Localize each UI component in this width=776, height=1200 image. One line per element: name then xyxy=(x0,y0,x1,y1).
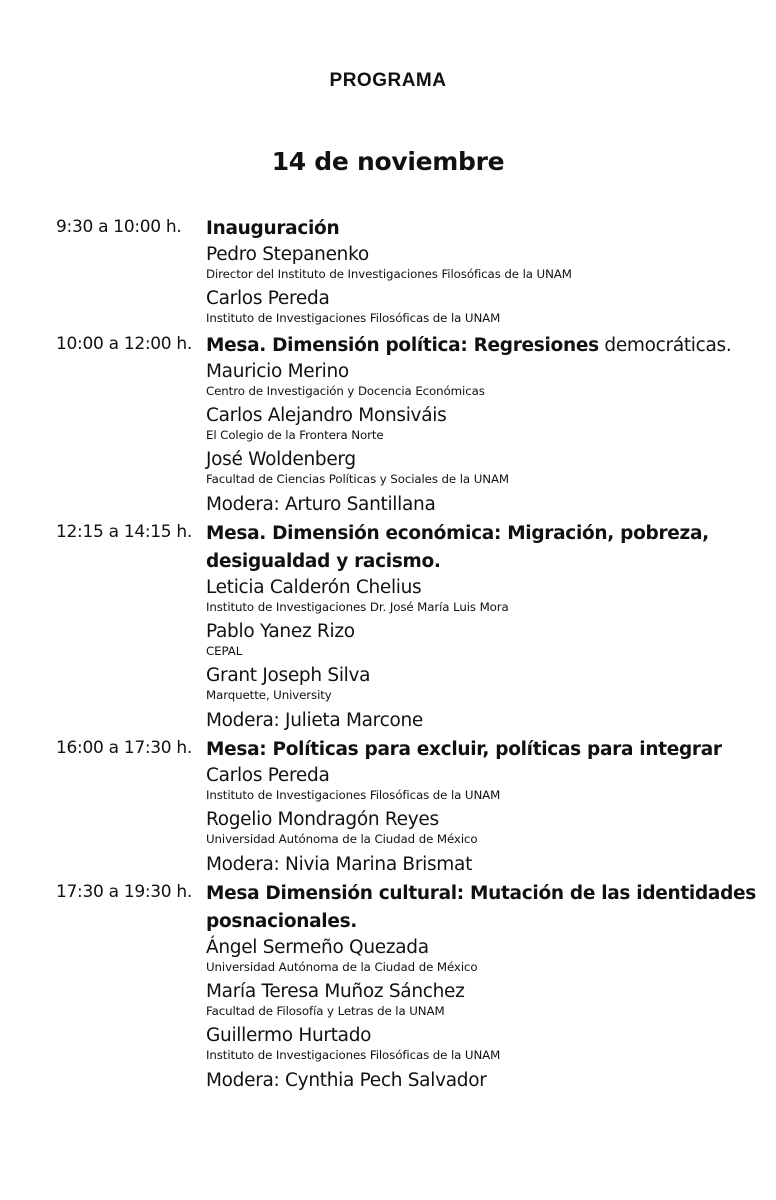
speaker xyxy=(206,577,766,615)
speaker xyxy=(206,244,766,282)
speaker xyxy=(206,449,766,487)
session-title-text: Mesa. Dimensión política: Regresiones xyxy=(206,335,599,356)
program-heading: PROGRAMA xyxy=(329,70,447,91)
session xyxy=(0,332,776,517)
program-date: 14 de noviembre xyxy=(271,147,505,176)
session-time: 9:30 a 10:00 h. xyxy=(56,217,182,237)
session-title-text: Inauguración xyxy=(206,218,340,239)
speaker-affiliation: CEPAL xyxy=(206,644,243,658)
speaker xyxy=(206,1025,766,1063)
speaker xyxy=(206,288,766,326)
session-moderator: Modera: Arturo Santillana xyxy=(206,494,436,515)
speaker-affiliation: Director del Instituto de Investigaciones Filosóficas de la UNAM xyxy=(206,267,572,281)
session-time: 16:00 a 17:30 h. xyxy=(56,738,192,758)
session-time: 10:00 a 12:00 h. xyxy=(56,334,192,354)
session-title-suffix: democráticas. xyxy=(598,335,732,356)
speaker-affiliation: Instituto de Investigaciones Filosóficas de la UNAM xyxy=(206,311,501,325)
speaker-name: Guillermo Hurtado xyxy=(206,1025,372,1046)
speaker-affiliation: Instituto de Investigaciones Dr. José María Luis Mora xyxy=(206,600,509,614)
session-list xyxy=(0,215,776,1096)
speaker xyxy=(206,665,766,703)
session-title xyxy=(206,880,766,936)
speaker-name: María Teresa Muñoz Sánchez xyxy=(206,981,465,1002)
speaker xyxy=(206,405,766,443)
session-title-text: Mesa Dimensión cultural: Mutación de las identidades posnacionales. xyxy=(206,883,756,932)
session-title xyxy=(206,215,766,243)
speaker-affiliation: El Colegio de la Frontera Norte xyxy=(206,428,384,442)
speaker xyxy=(206,361,766,399)
session-title-text: Mesa: Políticas para excluir, políticas para integrar xyxy=(206,739,722,760)
session-title xyxy=(206,332,766,360)
session-moderator: Modera: Julieta Marcone xyxy=(206,710,423,731)
speaker xyxy=(206,809,766,847)
speaker-affiliation: Instituto de Investigaciones Filosóficas de la UNAM xyxy=(206,788,501,802)
speaker xyxy=(206,937,766,975)
session xyxy=(0,520,776,733)
speaker-name: Carlos Alejandro Monsiváis xyxy=(206,405,447,426)
session xyxy=(0,736,776,877)
speaker-affiliation: Facultad de Ciencias Políticas y Sociales de la UNAM xyxy=(206,472,509,486)
session-content xyxy=(206,880,766,1093)
speaker-name: Carlos Pereda xyxy=(206,765,330,786)
session-content xyxy=(206,520,766,733)
speaker-name: Leticia Calderón Chelius xyxy=(206,577,422,598)
session-moderator: Modera: Cynthia Pech Salvador xyxy=(206,1070,487,1091)
session-title xyxy=(206,736,766,764)
speaker-name: Rogelio Mondragón Reyes xyxy=(206,809,439,830)
session-content xyxy=(206,736,766,877)
speaker-affiliation: Universidad Autónoma de la Ciudad de México xyxy=(206,832,478,846)
session-time: 17:30 a 19:30 h. xyxy=(56,882,192,902)
speaker-affiliation: Marquette, University xyxy=(206,688,332,702)
speaker-affiliation: Facultad de Filosofía y Letras de la UNAM xyxy=(206,1004,445,1018)
session-title-text: Mesa. Dimensión económica: Migración, pobreza, desigualdad y racismo. xyxy=(206,523,709,572)
speaker-name: Mauricio Merino xyxy=(206,361,349,382)
speaker-affiliation: Instituto de Investigaciones Filosóficas de la UNAM xyxy=(206,1048,501,1062)
session xyxy=(0,880,776,1093)
session xyxy=(0,215,776,326)
speaker xyxy=(206,621,766,659)
session-time: 12:15 a 14:15 h. xyxy=(56,522,192,542)
speaker-name: Pedro Stepanenko xyxy=(206,244,369,265)
speaker xyxy=(206,981,766,1019)
speaker-affiliation: Universidad Autónoma de la Ciudad de México xyxy=(206,960,478,974)
speaker-name: Pablo Yanez Rizo xyxy=(206,621,355,642)
speaker-affiliation: Centro de Investigación y Docencia Económicas xyxy=(206,384,485,398)
session-content xyxy=(206,215,766,326)
session-title xyxy=(206,520,766,576)
session-content xyxy=(206,332,766,517)
speaker-name: José Woldenberg xyxy=(206,449,356,470)
speaker-name: Ángel Sermeño Quezada xyxy=(206,937,429,958)
speaker xyxy=(206,765,766,803)
session-moderator: Modera: Nivia Marina Brismat xyxy=(206,854,473,875)
speaker-name: Grant Joseph Silva xyxy=(206,665,371,686)
speaker-name: Carlos Pereda xyxy=(206,288,330,309)
